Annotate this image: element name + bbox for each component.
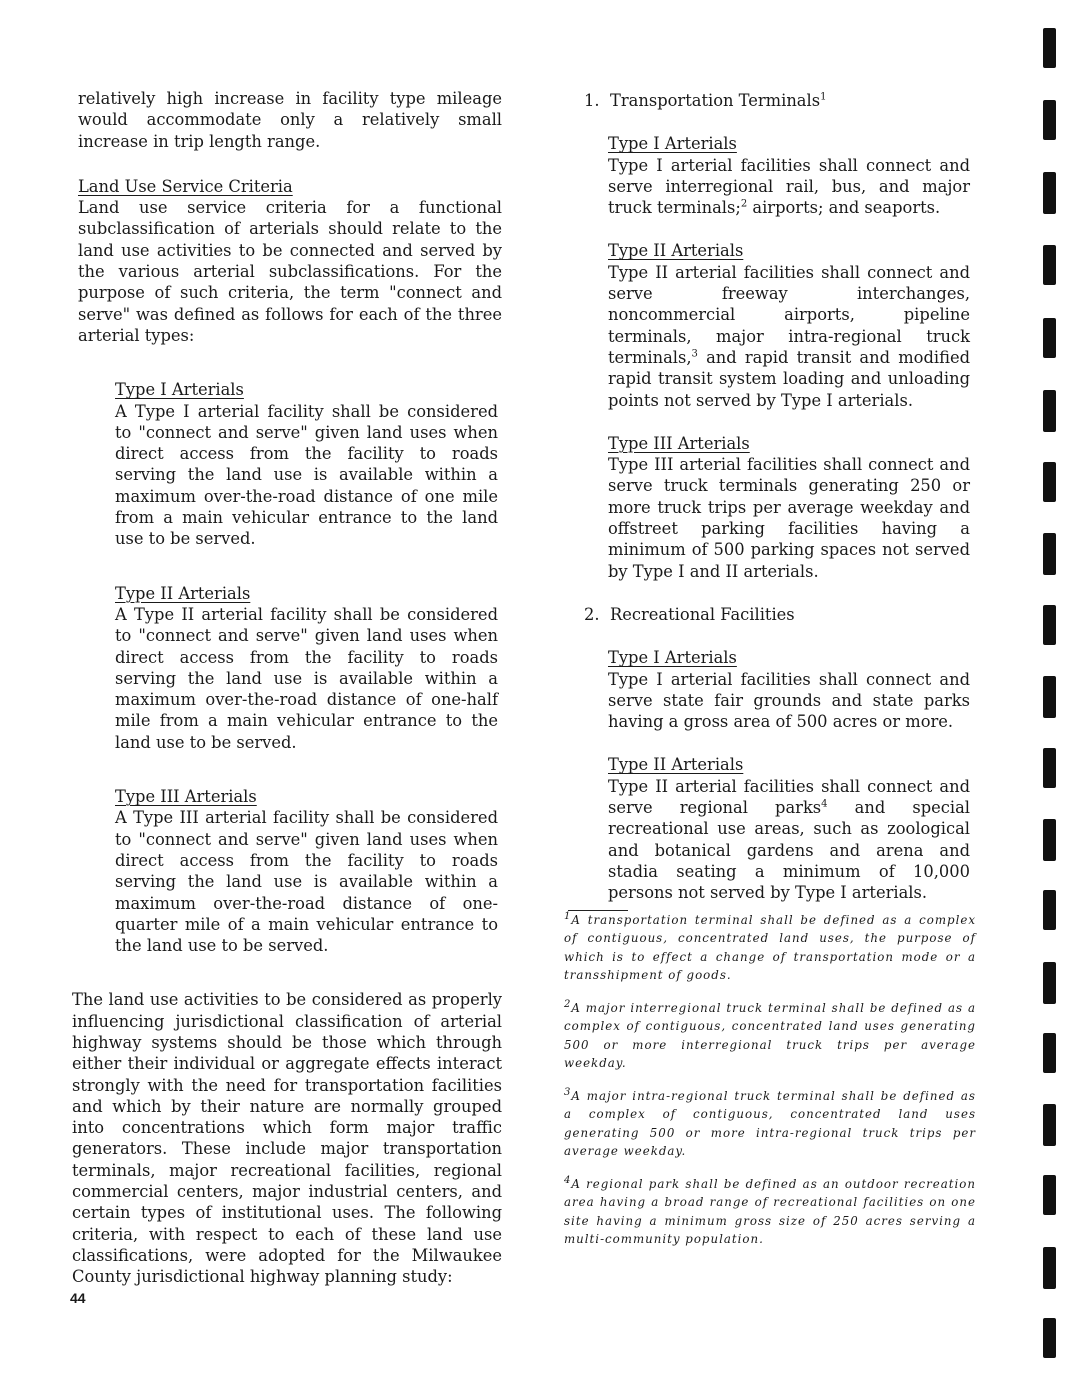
footnote-1: $^1$A transportation terminal shall be defined as a complex of contiguous, concentrated land uses, the purpose of which is to effect a change of transportation mode or a transshipment of goods. [564, 910, 976, 982]
binding-mark [1043, 748, 1056, 788]
terminals-type-iii [608, 433, 970, 582]
binding-mark [1043, 172, 1056, 214]
item-recreational-facilities [584, 604, 970, 625]
closing-paragraph: The land use activities to be considered as properly influencing jurisdictional classification of arterial highway systems should be those which through either their individual or aggregate effects interact strongly with the need for transportation facilities and which by their nature are normally grouped into concentrations which form major traffic generators. These include major transportation terminals, major recreational facilities, regional commercial centers, major industrial centers, and certain types of institutional uses. The following criteria, with respect to each of these land use classifications, were adopted for the Milwaukee County jurisdictional highway planning study: [72, 990, 502, 1287]
footnote-3: $^3$A major intra-regional truck terminal shall be defined as a complex of contiguous, concentrated land uses generating 500 or more intra-regional truck trips per average weekday. [564, 1086, 976, 1158]
terminals-type-ii-heading: Type II Arterials [608, 241, 744, 261]
type-i-text: A Type I arterial facility shall be considered to "connect and serve" given land uses when direct access from the facility to roads serving the land use is available within a maximum over-the-road distance of one mile from a main vehicular entrance to the land use to be served. [115, 401, 498, 549]
item-1-title: Transportation Terminals [610, 91, 821, 110]
terminals-type-ii-text: Type II arterial facilities shall connect and serve freeway interchanges, noncommercial airports, pipeline terminals, major intra-regional truck terminals,$^3$ and rapid transit and modified rapid transit system loading and unloading points not served by Type I arterials. [608, 262, 970, 410]
type-ii-heading: Type II Arterials [115, 583, 251, 603]
type-ii-text: A Type II arterial facility shall be considered to "connect and serve" given land uses when direct access from the facility to roads serving the land use is available within a maximum over-the-road distance of one-half mile from a main vehicular entrance to the land use to be served. [115, 604, 498, 752]
item-2-number: 2. [584, 604, 600, 624]
footnotes-section [564, 910, 976, 1249]
binding-mark [1043, 390, 1056, 432]
footnotes [564, 911, 976, 1249]
binding-mark [1043, 533, 1056, 575]
recreational-type-ii-text: Type II arterial facilities shall connect and serve regional parks$^4$ and special recreational use areas, such as zoological and botanical gardens and arena and stadia seating a minimum of 10,000 persons not served by Type I arterials. [608, 776, 970, 903]
binding-mark [1043, 962, 1056, 1004]
item-1-number: 1. [584, 91, 600, 110]
binding-mark [1043, 819, 1056, 861]
type-i-definition [115, 379, 498, 549]
type-iii-heading: Type III Arterials [115, 787, 257, 807]
binding-mark [1043, 1247, 1056, 1289]
land-use-criteria-paragraph: Land use service criteria for a functional subclassification of arterials should relate to the land use activities to be connected and served by the various arterial subclassifications. For the purpose of such criteria, the term "connect and serve" was defined as follows for each of the three arterial types: [78, 198, 502, 345]
type-i-heading: Type I Arterials [115, 380, 244, 400]
terminals-type-iii-heading: Type III Arterials [608, 433, 750, 453]
recreational-type-ii-heading: Type II Arterials [608, 755, 744, 775]
type-iii-definition [115, 786, 498, 956]
left-column [72, 88, 502, 1288]
binding-mark [1043, 1033, 1056, 1073]
binding-mark [1043, 890, 1056, 930]
type-iii-text: A Type III arterial facility shall be considered to "connect and serve" given land uses when direct access from the facility to roads serving the land use is available within a maximum over-the-road distance of one-quarter mile of a main vehicular entrance to the land use to be served. [115, 808, 498, 956]
binding-mark [1043, 1104, 1056, 1146]
recreational-type-i [608, 647, 970, 732]
item-transportation-terminals [584, 90, 970, 111]
recreational-type-i-text: Type I arterial facilities shall connect and serve state fair grounds and state parks having a gross area of 500 acres or more. [608, 669, 970, 732]
right-column [564, 90, 976, 1249]
land-use-criteria-heading: Land Use Service Criteria [78, 176, 293, 196]
footnote-4: $^4$A regional park shall be defined as an outdoor recreation area having a broad range of recreational facilities on one site having a minimum gross size of 250 acres serving a multi-community population. [564, 1174, 976, 1246]
binding-mark [1043, 245, 1056, 285]
binding-mark [1043, 676, 1056, 718]
terminals-type-ii [608, 240, 970, 410]
footnote-ref-4: 4 [821, 798, 828, 810]
binding-mark [1043, 318, 1056, 358]
item-2-title: Recreational Facilities [610, 604, 795, 624]
binding-mark [1043, 28, 1056, 68]
terminals-type-i-text: Type I arterial facilities shall connect and serve interregional rail, bus, and major truck terminals;$^2$ airports; and seaports. [608, 155, 970, 218]
type-ii-definition [115, 583, 498, 753]
intro-paragraph: relatively high increase in facility type mileage would accommodate only a relatively small increase in trip length range. [78, 89, 502, 151]
binding-mark [1043, 1318, 1056, 1358]
terminals-type-i-heading: Type I Arterials [608, 134, 737, 154]
terminals-type-iii-text: Type III arterial facilities shall connect and serve truck terminals generating 250 or more truck trips per average weekday and offstreet parking facilities having a minimum of 500 parking spaces not served by Type I and II arterials. [608, 455, 970, 581]
binding-mark [1043, 100, 1056, 140]
footnote-ref-3: 3 [691, 348, 698, 360]
footnote-ref-1: 1 [820, 91, 827, 103]
binding-mark [1043, 605, 1056, 645]
binding-mark [1043, 1175, 1056, 1215]
footnote-2: $^2$A major interregional truck terminal shall be defined as a complex of contiguous, concentrated land uses generating 500 or more interregional truck trips per average weekday. [564, 998, 976, 1070]
binding-mark [1043, 462, 1056, 502]
terminals-type-i [608, 133, 970, 218]
page-number: 44 [70, 1290, 86, 1306]
recreational-type-ii [608, 754, 970, 903]
recreational-type-i-heading: Type I Arterials [608, 648, 737, 668]
binding-marks [1043, 0, 1063, 1380]
footnote-ref-2: 2 [740, 198, 748, 210]
